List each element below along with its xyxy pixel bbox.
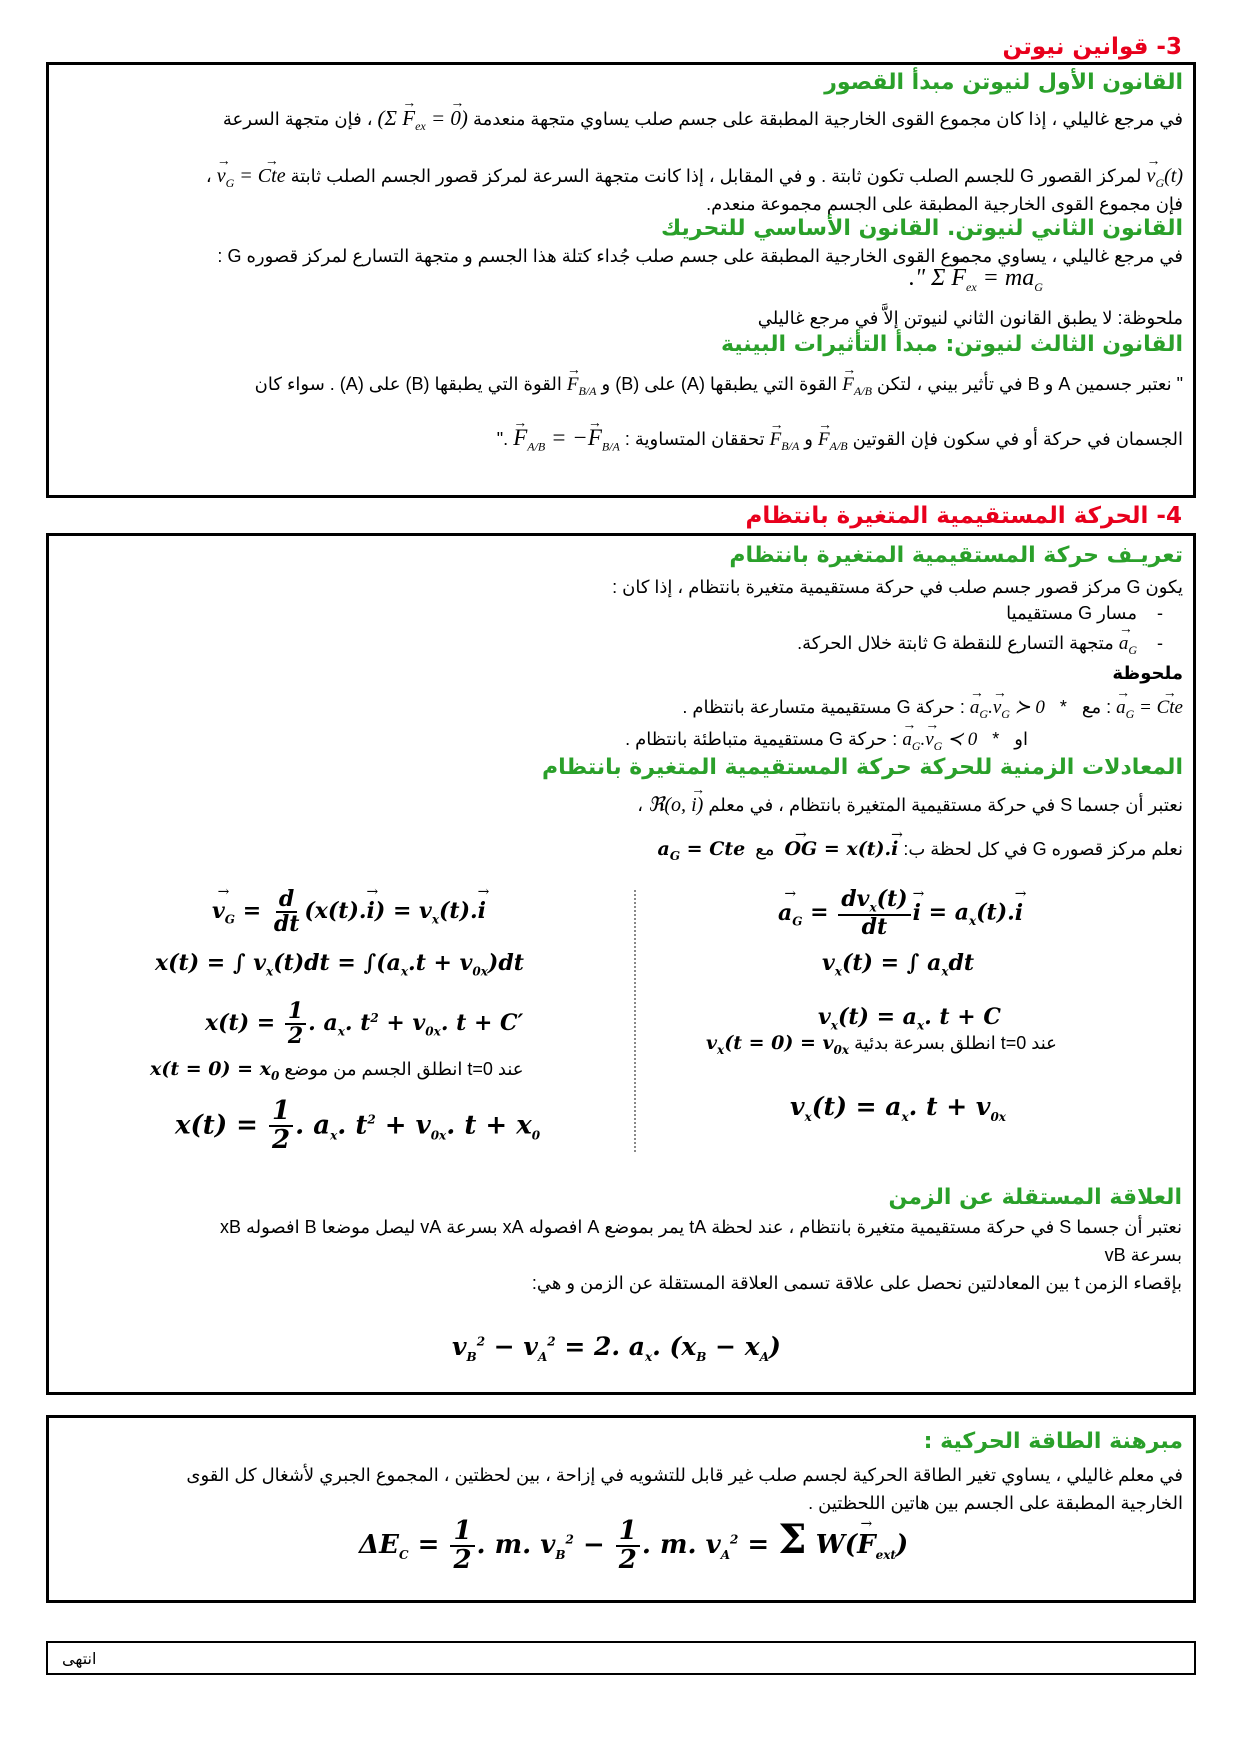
- law2-text: في مرجع غاليلي ، يساوي مجموع القوى الخارجية المطبقة على جسم صلب جُداء كتلة هذا الجسم و متجهة التسارع لمركز قصوره G :: [217, 246, 1183, 266]
- indep-line2: [56, 1242, 1182, 1268]
- eqs-line2: [59, 836, 1183, 869]
- energy-text2: الخارجية المطبقة على الجسم بين هاتين اللحظتين .: [808, 1493, 1183, 1513]
- vx-final-eq: $v_x(t) = a_x$. $t + v_{0x}$: [790, 1092, 1006, 1124]
- law3-line1: [59, 371, 1183, 404]
- law3-line2: الجسمان في حركة أو في سكون فإن القوتين → $F_{A/B}$ و → $F_{B/A}$ تحققان المتساوية : → $F_{A/B}$ = −→ $F_{B/A}$ .": [59, 425, 1183, 460]
- def-text3: متجهة التسارع للنقطة G ثابتة خلال الحركة.: [797, 633, 1114, 653]
- or-label: او: [1014, 729, 1028, 749]
- x-integral-eq: x(t) = ∫ $v_x(t)dt = \int(a_x.t + v_{0x})dt$: [155, 950, 524, 979]
- law2-note-text: ملحوظة: لا يطبق القانون الثاني لنيوتن إلاَّ في مرجع غاليلي: [757, 308, 1183, 328]
- ag-symbol: → $a_G$: [1119, 633, 1137, 654]
- law1-line2: → $v_G(t)$ لمركز القصور G للجسم الصلب تكون ثابتة . و في المقابل ، إذا كانت متجهة السرعة لمركز قصور الجسم الصلب ثابتة → $v_G$ = → Cte ،: [59, 163, 1183, 196]
- law1-line3: [59, 191, 1183, 217]
- energy-heading: مبرهنة الطاقة الحركية :: [923, 1429, 1183, 1454]
- section4-title: 4- الحركة المستقيمية المتغيرة بانتظام: [745, 503, 1182, 529]
- law1-text-b: ، فإن متجهة السرعة: [222, 109, 373, 129]
- note-accelerated: حركة G مستقيمية متسارعة بانتظام .: [682, 697, 955, 717]
- indep-text1: نعتبر أن جسما S في حركة مستقيمية متغيرة بانتظام ، عند لحظة tA يمر بموضع A افصوله xA بسرعة vA ليصل موضعا B افصوله xB: [219, 1217, 1182, 1237]
- newton-laws-box: [46, 62, 1196, 498]
- law3-text-b: القوة التي يطبقها (A) على (B) و: [601, 374, 838, 394]
- vx-general-eq: $v_x(t) = a_x$. t + C: [818, 1004, 1001, 1033]
- law3-text-d: الجسمان في حركة أو في سكون فإن القوتين: [852, 429, 1183, 449]
- vg-t-symbol: → $v_G(t)$: [1147, 165, 1183, 187]
- ag-vg-positive: → $a_G.\to v_G$ ≻ 0: [970, 697, 1045, 718]
- energy-text1: في معلم غاليلي ، يساوي تغير الطاقة الحركية لجسم صلب غير قابل للتشويه في إزاحة ، بين لحظتين ، المجموع الجبري لأشغال كل القوى: [186, 1465, 1183, 1485]
- newton2-equation: ." $\Sigma \to F_{ex} = m\to a_G$: [909, 265, 1043, 295]
- x-general-eq: x(t) = $\frac{1}{2}$ . $a_x$. $t^2 + v_{0x}$. t + C′: [205, 998, 524, 1050]
- eqs-text2: نعلم مركز قصوره G في كل لحظة ب:: [903, 839, 1183, 859]
- vg-cte-eq: → $v_G$ = → Cte: [217, 165, 286, 187]
- with-label-2: مع: [755, 839, 775, 859]
- def-line1: [59, 574, 1183, 600]
- eqs-line1: نعتبر أن جسما S في حركة مستقيمية المتغيرة بانتظام ، في معلم ℜ(o, → i) ،: [59, 792, 1183, 818]
- frame-symbol: ℜ(o, → i): [648, 794, 703, 816]
- note-line2: او * → $a_G.\to v_G$ ≺ 0 : حركة G مستقيمية متباطئة بانتظام .: [59, 726, 1183, 759]
- x-initial-line: [150, 1058, 524, 1083]
- indep-text3: بإقصاء الزمن t بين المعادلتين نحصل على علاقة تسمى العلاقة المستقلة عن الزمن و هي:: [531, 1273, 1182, 1293]
- indep-text2: بسرعة vB: [1104, 1245, 1182, 1265]
- section3-title: 3- قوانين نيوتن: [1002, 34, 1182, 60]
- force-a-on-b: → $F_{A/B}$: [842, 374, 872, 395]
- law1-line1: [59, 105, 1183, 139]
- kinetic-energy-box: [46, 1415, 1196, 1603]
- v-initial-text: عند t=0 انطلق بسرعة بدئية: [854, 1033, 1057, 1053]
- x-initial-text: عند t=0 انطلق الجسم من موضع: [284, 1059, 524, 1079]
- ag-cte-eq: → $a_G$ = → Cte: [1116, 697, 1183, 718]
- indep-line3: [56, 1270, 1182, 1296]
- with-label: مع: [1081, 697, 1102, 717]
- law1-text-d: فإن مجموع القوى الخارجية المطبقة على الجسم مجموعة منعدم.: [706, 194, 1183, 214]
- energy-line1: [59, 1462, 1183, 1488]
- eqs-text1: نعتبر أن جسما S في حركة مستقيمية المتغيرة بانتظام ، في معلم: [708, 795, 1183, 815]
- law3-text-c: القوة التي يطبقها (B) على (A) . سواء كان: [254, 374, 562, 394]
- law2-note: [59, 305, 1183, 331]
- newton3-equation: → $F_{A/B}$ = −→ $F_{B/A}$: [513, 425, 620, 450]
- law3-heading: القانون الثالث لنيوتن: مبدأ التأثيرات البينية: [720, 332, 1183, 357]
- definition-heading: تعريـف حركة المستقيمية المتغيرة بانتظام: [729, 543, 1183, 568]
- law1-text-c: لمركز القصور G للجسم الصلب تكون ثابتة . و في المقابل ، إذا كانت متجهة السرعة لمركز قصور الجسم الصلب ثابتة: [290, 166, 1142, 186]
- note-decelerated: حركة G مستقيمية متباطئة بانتظام .: [625, 729, 888, 749]
- note-line1: → $a_G$ = → Cte : مع * → $a_G.\to v_G$ ≻ 0 : حركة G مستقيمية متسارعة بانتظام .: [59, 694, 1183, 727]
- x0-eq: $x(t = 0) = x_0$: [150, 1058, 280, 1083]
- law3-text-a: " نعتبر جسمين A و B في تأثير بيني ، لتكن: [876, 374, 1183, 394]
- indep-line1: [56, 1214, 1182, 1240]
- kinetic-energy-eq: $\Delta E_C$ = $\frac{1}{2}$ . m. $v_B^2$ − $\frac{1}{2}$ . m. $v_A^2 = \Sigma$ $W(\to F_{ext})$: [359, 1516, 908, 1574]
- ag-cte-bold: $a_G$ = Cte: [657, 838, 746, 863]
- law1-heading: القانون الأول لنيوتن مبدأ القصور: [824, 70, 1183, 95]
- footer-box: [46, 1641, 1196, 1675]
- def-text1: يكون G مركز قصور جسم صلب في حركة مستقيمية متغيرة بانتظام ، إذا كان :: [612, 577, 1183, 597]
- def-line2: - مسار G مستقيميا: [1006, 603, 1163, 623]
- def-text2: مسار G مستقيميا: [1006, 603, 1137, 623]
- def-line3: - → $a_G$ متجهة التسارع للنقطة G ثابتة خلال الحركة.: [59, 630, 1163, 663]
- force-a-on-b-2: → $F_{A/B}$: [818, 429, 848, 450]
- law2-heading: القانون الثاني لنيوتن. القانون الأساسي للتحريك: [661, 216, 1183, 241]
- sum-forces-zero-eq: ($\Sigma \to F_{ex}$ = → 0): [378, 106, 468, 130]
- x-final-eq: x(t) = $\frac{1}{2}$ . $a_x$. $t^2 + v_{0x}$. $t + x_0$: [175, 1096, 541, 1156]
- law3-text-f: تحققان المتساوية :: [624, 429, 765, 449]
- vx-integral-eq: $v_x(t)$ = ∫ $a_xdt$: [822, 950, 975, 979]
- time-independent-eq: $v_B^2 - v_A^2 = 2$. $a_x$. $(x_B - x_A)$: [452, 1332, 781, 1364]
- og-equation: → OG = x(t).→ i: [784, 838, 898, 860]
- note-title: [59, 660, 1183, 686]
- force-b-on-a: → $F_{B/A}$: [567, 374, 597, 395]
- time-independent-heading: العلاقة المستقلة عن الزمن: [888, 1185, 1182, 1210]
- energy-line2: [59, 1490, 1183, 1516]
- column-separator: [634, 890, 636, 1152]
- time-equations-heading: المعادلات الزمنية للحركة حركة المستقيمية المتغيرة بانتظام: [542, 755, 1183, 780]
- note-title-text: ملحوظة: [1112, 663, 1183, 683]
- ag-derivative-eq: → $a_G$ = $\frac{dv_x(t)}{dt}$ → $i = a_x(t).\to i$: [778, 888, 1023, 939]
- end-label: انتهى: [62, 1651, 97, 1668]
- force-b-on-a-2: → $F_{B/A}$: [770, 429, 800, 450]
- ag-vg-negative: → $a_G.\to v_G$ ≺ 0: [902, 729, 977, 750]
- law1-text-a: في مرجع غاليلي ، إذا كان مجموع القوى الخارجية المطبقة على جسم صلب يساوي متجهة منعدمة: [472, 109, 1183, 129]
- vg-derivative-eq: → $v_G$ = $\frac{d}{dt}$ $(x(t).\to i) = v_x(t).\to i$: [212, 888, 486, 936]
- v0-eq: $v_x(t = 0) = v_{0x}$: [706, 1032, 850, 1057]
- law3-text-e: و: [804, 429, 813, 449]
- v-initial-line: [706, 1032, 1057, 1057]
